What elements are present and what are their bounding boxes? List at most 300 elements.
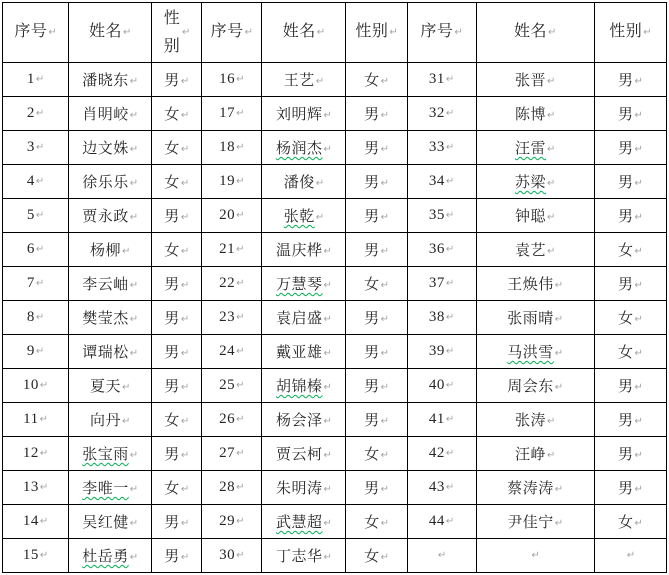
cell-text: 蔡涛涛 (507, 481, 554, 497)
cell-text: 2 (26, 105, 35, 121)
cell-text: 武慧超 (275, 515, 323, 531)
gender-cell (346, 335, 407, 369)
paragraph-mark-icon: ↵ (626, 550, 636, 561)
paragraph-mark-icon: ↵ (531, 550, 540, 561)
cell-text: 李云岫 (82, 277, 129, 293)
cell-text: 男 (364, 481, 380, 497)
cell-text: 马洪雪 (507, 345, 554, 361)
paragraph-mark-icon: ↵ (236, 414, 245, 425)
gender-cell (346, 63, 407, 97)
gender-cell (594, 267, 666, 301)
gender-cell (346, 97, 407, 131)
serial-cell (202, 369, 262, 403)
header-row (3, 3, 667, 63)
cell-text: 16 (219, 71, 236, 87)
cell-text: 女 (617, 311, 634, 327)
serial-cell (407, 301, 476, 335)
cell-text: 边文姝 (82, 141, 129, 157)
serial-cell (3, 369, 69, 403)
cell-text: 男 (364, 311, 380, 327)
roster-table (2, 2, 667, 573)
paragraph-mark-icon: ↵ (323, 416, 332, 427)
gender-cell (152, 403, 202, 437)
name-cell (476, 199, 594, 233)
name-cell (476, 471, 594, 505)
paragraph-mark-icon: ↵ (547, 212, 556, 223)
table-row (3, 539, 667, 573)
paragraph-mark-icon: ↵ (39, 550, 49, 561)
gender-cell (346, 165, 407, 199)
paragraph-mark-icon: ↵ (236, 312, 245, 323)
cell-text: 女 (164, 413, 180, 429)
paragraph-mark-icon: ↵ (236, 210, 245, 221)
serial-cell (407, 233, 476, 267)
paragraph-mark-icon: ↵ (35, 210, 45, 221)
paragraph-mark-icon: ↵ (634, 110, 643, 121)
gender-cell (594, 131, 666, 165)
paragraph-mark-icon: ↵ (380, 552, 389, 563)
paragraph-mark-icon: ↵ (236, 142, 245, 153)
paragraph-mark-icon: ↵ (323, 348, 332, 359)
cell-text: 袁艺 (515, 243, 547, 259)
serial-cell (202, 97, 262, 131)
gender-cell (594, 97, 666, 131)
paragraph-mark-icon: ↵ (454, 27, 463, 39)
paragraph-mark-icon: ↵ (35, 346, 45, 357)
cell-text: 14 (22, 513, 39, 529)
paragraph-mark-icon: ↵ (180, 178, 190, 189)
gender-cell (152, 63, 202, 97)
paragraph-mark-icon: ↵ (380, 382, 389, 393)
cell-text: 男 (617, 481, 634, 497)
paragraph-mark-icon: ↵ (180, 280, 190, 291)
paragraph-mark-icon: ↵ (35, 108, 45, 119)
paragraph-mark-icon: ↵ (39, 516, 49, 527)
cell-text: 张乾 (283, 209, 315, 225)
serial-cell (407, 369, 476, 403)
cell-text: 男 (617, 209, 634, 225)
cell-text: 36 (428, 241, 445, 257)
name-cell (262, 539, 346, 573)
name-cell (262, 505, 346, 539)
cell-text: 王焕伟 (507, 277, 554, 293)
paragraph-mark-icon: ↵ (445, 448, 455, 459)
paragraph-mark-icon: ↵ (380, 450, 389, 461)
paragraph-mark-icon: ↵ (180, 314, 190, 325)
cell-text: 女 (164, 141, 180, 157)
paragraph-mark-icon: ↵ (437, 550, 447, 561)
serial-cell (3, 165, 69, 199)
paragraph-mark-icon: ↵ (180, 110, 190, 121)
cell-text: 刘明辉 (275, 107, 323, 123)
name-cell (476, 403, 594, 437)
cell-text: 男 (164, 73, 180, 89)
gender-cell (346, 403, 407, 437)
paragraph-mark-icon: ↵ (39, 414, 48, 425)
gender-cell (594, 233, 666, 267)
name-cell (262, 471, 346, 505)
cell-text: 杨柳 (89, 243, 121, 259)
paragraph-mark-icon: ↵ (180, 348, 190, 359)
name-cell (476, 301, 594, 335)
cell-text: 万慧琴 (275, 277, 323, 293)
paragraph-mark-icon: ↵ (323, 518, 332, 529)
roster-body (3, 3, 667, 573)
gender-cell (346, 233, 407, 267)
cell-text: 男 (164, 549, 180, 565)
paragraph-mark-icon: ↵ (315, 76, 325, 87)
paragraph-mark-icon: ↵ (35, 278, 45, 289)
table-row (3, 97, 667, 131)
gender-cell (346, 199, 407, 233)
cell-text: 44 (428, 513, 445, 529)
paragraph-mark-icon: ↵ (380, 212, 389, 223)
paragraph-mark-icon: ↵ (634, 314, 643, 325)
cell-text: 21 (219, 241, 236, 257)
serial-cell (202, 267, 262, 301)
paragraph-mark-icon: ↵ (121, 382, 131, 393)
name-cell (262, 335, 346, 369)
serial-cell (202, 539, 262, 573)
gender-cell (594, 539, 666, 573)
gender-cell (594, 199, 666, 233)
paragraph-mark-icon: ↵ (380, 416, 389, 427)
cell-text: 男 (164, 345, 180, 361)
serial-cell (3, 199, 69, 233)
name-cell (69, 403, 152, 437)
serial-cell (3, 301, 69, 335)
cell-text: 男 (364, 379, 380, 395)
serial-header (407, 3, 476, 63)
cell-text: 男 (617, 413, 634, 429)
cell-text: 男 (617, 379, 634, 395)
serial-cell (3, 539, 69, 573)
cell-text: 31 (428, 71, 445, 87)
paragraph-mark-icon: ↵ (445, 312, 455, 323)
paragraph-mark-icon: ↵ (634, 212, 643, 223)
cell-text: 张涛 (515, 413, 547, 429)
paragraph-mark-icon: ↵ (323, 552, 332, 563)
paragraph-mark-icon: ↵ (35, 142, 45, 153)
cell-text: 5 (26, 207, 35, 223)
name-cell (69, 63, 152, 97)
cell-text: 11 (23, 411, 39, 427)
gender-cell (346, 369, 407, 403)
header-label: 序号 (14, 23, 48, 41)
table-row (3, 505, 667, 539)
serial-cell (3, 335, 69, 369)
cell-text: 38 (428, 309, 445, 325)
paragraph-mark-icon: ↵ (323, 246, 332, 257)
cell-text: 汪雷 (515, 141, 547, 157)
paragraph-mark-icon: ↵ (180, 76, 190, 87)
paragraph-mark-icon: ↵ (39, 448, 49, 459)
paragraph-mark-icon: ↵ (634, 416, 643, 427)
cell-text: 谭瑞松 (82, 345, 129, 361)
gender-cell (346, 437, 407, 471)
paragraph-mark-icon: ↵ (180, 212, 190, 223)
paragraph-mark-icon: ↵ (129, 552, 139, 563)
serial-cell (3, 233, 69, 267)
cell-text: 4 (26, 173, 35, 189)
gender-cell (346, 539, 407, 573)
paragraph-mark-icon: ↵ (129, 484, 139, 495)
paragraph-mark-icon: ↵ (323, 484, 332, 495)
paragraph-mark-icon: ↵ (445, 244, 455, 255)
paragraph-mark-icon: ↵ (182, 27, 191, 39)
cell-text: 25 (219, 377, 236, 393)
cell-text: 张雨晴 (507, 311, 554, 327)
cell-text: 42 (428, 445, 445, 461)
name-cell (476, 335, 594, 369)
paragraph-mark-icon: ↵ (380, 280, 389, 291)
gender-cell (152, 97, 202, 131)
serial-cell (3, 471, 69, 505)
paragraph-mark-icon: ↵ (445, 278, 455, 289)
gender-cell (152, 539, 202, 573)
header-label: 姓名 (88, 23, 122, 41)
paragraph-mark-icon: ↵ (180, 552, 190, 563)
paragraph-mark-icon: ↵ (323, 314, 332, 325)
paragraph-mark-icon: ↵ (180, 416, 190, 427)
cell-text: 肖明峧 (82, 107, 129, 123)
cell-text: 19 (219, 173, 236, 189)
table-row (3, 369, 667, 403)
serial-cell (407, 63, 476, 97)
cell-text: 潘晓东 (82, 73, 129, 89)
paragraph-mark-icon: ↵ (634, 382, 643, 393)
paragraph-mark-icon: ↵ (445, 414, 455, 425)
paragraph-mark-icon: ↵ (445, 176, 455, 187)
cell-text: 袁启盛 (275, 311, 323, 327)
cell-text: 男 (617, 107, 634, 123)
paragraph-mark-icon: ↵ (129, 212, 139, 223)
paragraph-mark-icon: ↵ (236, 482, 245, 493)
cell-text: 陈博 (515, 107, 547, 123)
cell-text: 男 (364, 209, 380, 225)
paragraph-mark-icon: ↵ (445, 346, 455, 357)
name-cell (262, 97, 346, 131)
cell-text: 钟聪 (515, 209, 547, 225)
gender-cell (346, 301, 407, 335)
paragraph-mark-icon: ↵ (35, 74, 45, 85)
cell-text: 30 (219, 547, 236, 563)
header-label: 序号 (420, 23, 454, 41)
cell-text: 尹佳宁 (507, 515, 554, 531)
cell-text: 女 (364, 447, 380, 463)
gender-cell (152, 301, 202, 335)
gender-header (152, 3, 202, 63)
serial-cell (3, 505, 69, 539)
cell-text: 3 (26, 139, 35, 155)
paragraph-mark-icon: ↵ (323, 382, 332, 393)
paragraph-mark-icon: ↵ (380, 178, 389, 189)
cell-text: 汪峥 (515, 447, 547, 463)
serial-cell (407, 471, 476, 505)
paragraph-mark-icon: ↵ (547, 246, 556, 257)
cell-text: 男 (164, 311, 180, 327)
name-header (476, 3, 594, 63)
name-cell (262, 199, 346, 233)
name-cell (476, 97, 594, 131)
gender-cell (346, 131, 407, 165)
cell-text: 10 (22, 377, 39, 393)
cell-text: 男 (617, 73, 634, 89)
name-cell (262, 369, 346, 403)
gender-cell (152, 131, 202, 165)
cell-text: 王艺 (283, 73, 315, 89)
cell-text: 男 (364, 141, 380, 157)
cell-text: 23 (219, 309, 236, 325)
paragraph-mark-icon: ↵ (634, 76, 643, 87)
serial-cell (3, 97, 69, 131)
paragraph-mark-icon: ↵ (380, 76, 389, 87)
header-label: 性别 (609, 23, 643, 41)
paragraph-mark-icon: ↵ (445, 516, 455, 527)
serial-cell (202, 437, 262, 471)
gender-cell (346, 471, 407, 505)
paragraph-mark-icon: ↵ (634, 484, 643, 495)
paragraph-mark-icon: ↵ (547, 178, 556, 189)
paragraph-mark-icon: ↵ (634, 518, 643, 529)
paragraph-mark-icon: ↵ (554, 518, 564, 529)
serial-cell (407, 131, 476, 165)
paragraph-mark-icon: ↵ (634, 144, 643, 155)
serial-cell (407, 165, 476, 199)
name-cell (476, 131, 594, 165)
cell-text: 吴红健 (82, 515, 129, 531)
cell-text: 女 (164, 481, 180, 497)
gender-header (594, 3, 666, 63)
cell-text: 女 (617, 243, 634, 259)
name-cell (69, 335, 152, 369)
cell-text: 周会东 (507, 379, 554, 395)
name-cell (69, 369, 152, 403)
paragraph-mark-icon: ↵ (129, 178, 139, 189)
name-header (69, 3, 152, 63)
name-cell (476, 233, 594, 267)
paragraph-mark-icon: ↵ (129, 280, 139, 291)
cell-text: 杨润杰 (275, 141, 323, 157)
cell-text: 女 (364, 515, 380, 531)
cell-text: 41 (428, 411, 445, 427)
cell-text: 24 (219, 343, 236, 359)
paragraph-mark-icon: ↵ (634, 280, 643, 291)
gender-cell (152, 267, 202, 301)
serial-cell (407, 97, 476, 131)
name-cell (262, 131, 346, 165)
serial-cell (407, 335, 476, 369)
paragraph-mark-icon: ↵ (129, 450, 139, 461)
gender-cell (152, 199, 202, 233)
paragraph-mark-icon: ↵ (236, 380, 245, 391)
paragraph-mark-icon: ↵ (39, 380, 49, 391)
paragraph-mark-icon: ↵ (236, 278, 245, 289)
gender-cell (594, 63, 666, 97)
cell-text: 温庆桦 (275, 243, 323, 259)
name-cell (262, 403, 346, 437)
serial-cell (407, 267, 476, 301)
cell-text: 9 (26, 343, 35, 359)
cell-text: 女 (164, 107, 180, 123)
paragraph-mark-icon: ↵ (236, 346, 245, 357)
paragraph-mark-icon: ↵ (445, 74, 455, 85)
serial-cell (202, 165, 262, 199)
cell-text: 男 (164, 515, 180, 531)
gender-cell (346, 505, 407, 539)
paragraph-mark-icon: ↵ (129, 518, 139, 529)
cell-text: 17 (219, 105, 236, 121)
name-cell (476, 267, 594, 301)
cell-text: 男 (164, 277, 180, 293)
cell-text: 潘俊 (283, 175, 315, 191)
gender-header (346, 3, 407, 63)
paragraph-mark-icon: ↵ (554, 348, 564, 359)
paragraph-mark-icon: ↵ (643, 27, 652, 39)
cell-text: 12 (22, 445, 39, 461)
paragraph-mark-icon: ↵ (236, 448, 245, 459)
paragraph-mark-icon: ↵ (35, 244, 45, 255)
paragraph-mark-icon: ↵ (445, 108, 455, 119)
paragraph-mark-icon: ↵ (547, 450, 556, 461)
cell-text: 18 (219, 139, 236, 155)
gender-cell (152, 471, 202, 505)
paragraph-mark-icon: ↵ (129, 76, 139, 87)
name-cell (69, 131, 152, 165)
paragraph-mark-icon: ↵ (445, 210, 455, 221)
serial-cell (3, 63, 69, 97)
gender-cell (152, 369, 202, 403)
table-row (3, 403, 667, 437)
cell-text: 27 (219, 445, 236, 461)
cell-text: 32 (428, 105, 445, 121)
serial-cell (3, 267, 69, 301)
name-cell (69, 505, 152, 539)
serial-cell (202, 63, 262, 97)
header-label: 序号 (210, 23, 244, 41)
paragraph-mark-icon: ↵ (180, 450, 190, 461)
serial-header (3, 3, 69, 63)
paragraph-mark-icon: ↵ (634, 178, 643, 189)
paragraph-mark-icon: ↵ (122, 27, 132, 39)
gender-cell (152, 437, 202, 471)
gender-cell (594, 165, 666, 199)
paragraph-mark-icon: ↵ (315, 178, 325, 189)
cell-text: 13 (22, 479, 39, 495)
cell-text: 20 (219, 207, 236, 223)
paragraph-mark-icon: ↵ (380, 484, 389, 495)
header-label: 姓名 (514, 23, 548, 41)
paragraph-mark-icon: ↵ (236, 176, 245, 187)
table-row (3, 301, 667, 335)
paragraph-mark-icon: ↵ (323, 144, 332, 155)
serial-cell (3, 437, 69, 471)
cell-text: 朱明涛 (275, 481, 323, 497)
cell-text: 男 (617, 175, 634, 191)
cell-text: 男 (364, 175, 380, 191)
cell-text: 杜岳勇 (82, 549, 129, 565)
paragraph-mark-icon: ↵ (180, 518, 190, 529)
paragraph-mark-icon: ↵ (445, 482, 455, 493)
cell-text: 戴亚雄 (275, 345, 323, 361)
cell-text: 43 (428, 479, 445, 495)
cell-text: 男 (364, 107, 380, 123)
cell-text: 徐乐乐 (82, 175, 129, 191)
cell-text: 男 (364, 345, 380, 361)
paragraph-mark-icon: ↵ (180, 484, 190, 495)
cell-text: 28 (219, 479, 236, 495)
cell-text: 女 (364, 549, 380, 565)
